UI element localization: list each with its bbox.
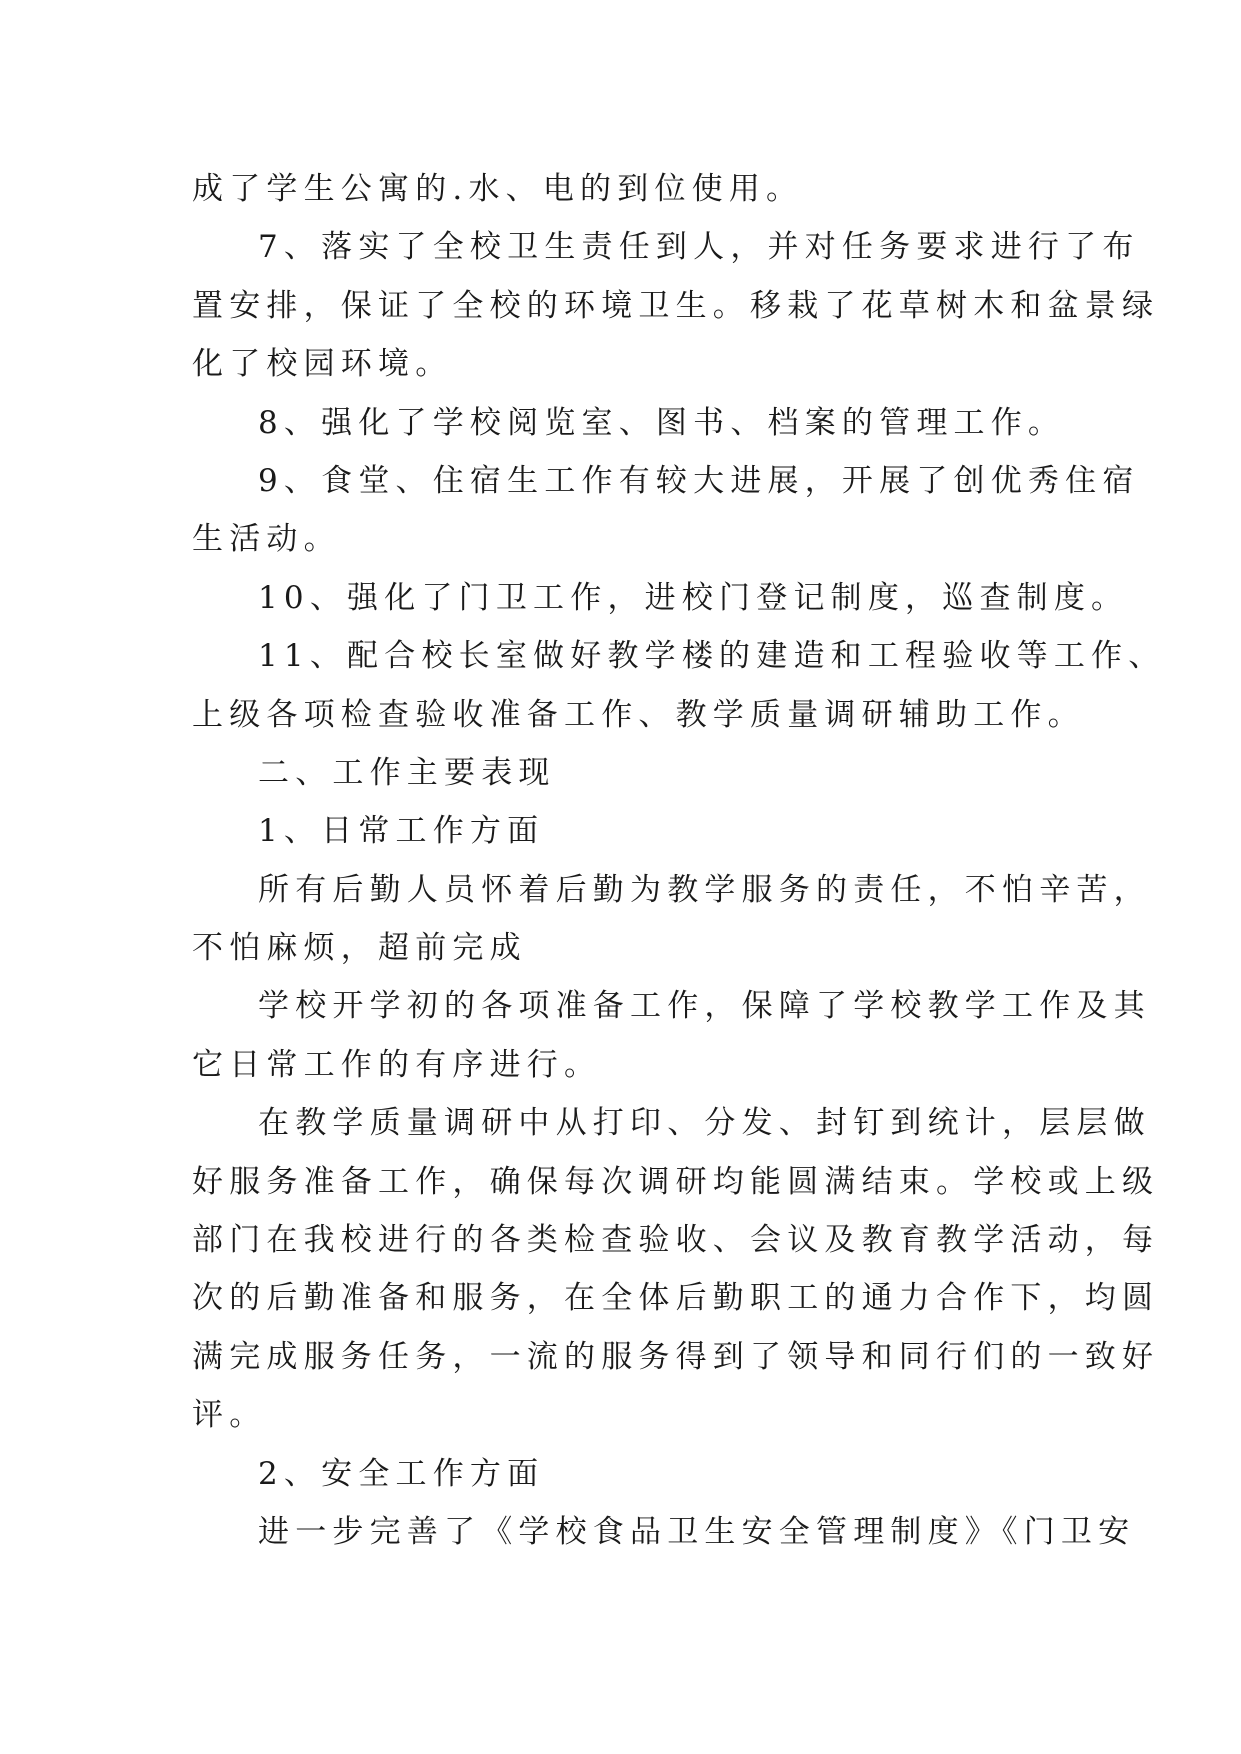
text-line: 好服务准备工作，确保每次调研均能圆满结束。学校或上级 [192, 1163, 1160, 1200]
text-line: 化了校园环境。 [192, 346, 453, 383]
text-line: 7、落实了全校卫生责任到人，并对任务要求进行了布 [258, 229, 1140, 266]
text-line: 不怕麻烦，超前完成 [192, 930, 527, 967]
subsection-heading: 2、安全工作方面 [258, 1455, 545, 1492]
text-line: 次的后勤准备和服务，在全体后勤职工的通力合作下，均圆 [192, 1280, 1160, 1317]
text-line: 生活动。 [192, 521, 341, 558]
text-line: 进一步完善了《学校食品卫生安全管理制度》《门卫安 [258, 1513, 1136, 1550]
document-body [192, 160, 1166, 1561]
text-line: 学校开学初的各项准备工作，保障了学校教学工作及其 [258, 988, 1151, 1025]
text-line: 成了学生公寓的.水、电的到位使用。 [192, 171, 804, 207]
text-line: 在教学质量调研中从打印、分发、封钉到统计，层层做 [258, 1105, 1151, 1142]
text-line: 所有后勤人员怀着后勤为教学服务的责任，不怕辛苦， [258, 871, 1151, 908]
text-line: 部门在我校进行的各类检查验收、会议及教育教学活动，每 [192, 1222, 1160, 1259]
text-line: 满完成服务任务，一流的服务得到了领导和同行们的一致好 [192, 1338, 1160, 1375]
text-line: 9、食堂、住宿生工作有较大进展，开展了创优秀住宿 [258, 462, 1140, 499]
text-line: 10、强化了门卫工作，进校门登记制度，巡查制度。 [258, 579, 1129, 616]
section-heading: 二、工作主要表现 [258, 754, 556, 791]
text-line: 8、强化了学校阅览室、图书、档案的管理工作。 [258, 404, 1066, 441]
text-line: 评。 [192, 1397, 267, 1434]
text-line: 11、配合校长室做好教学楼的建造和工程验收等工作、 [258, 638, 1166, 675]
text-line: 置安排，保证了全校的环境卫生。移栽了花草树木和盆景绿 [192, 287, 1160, 324]
subsection-heading: 1、日常工作方面 [258, 813, 545, 850]
text-line: 上级各项检查验收准备工作、教学质量调研辅助工作。 [192, 696, 1085, 733]
text-line: 它日常工作的有序进行。 [192, 1046, 602, 1083]
